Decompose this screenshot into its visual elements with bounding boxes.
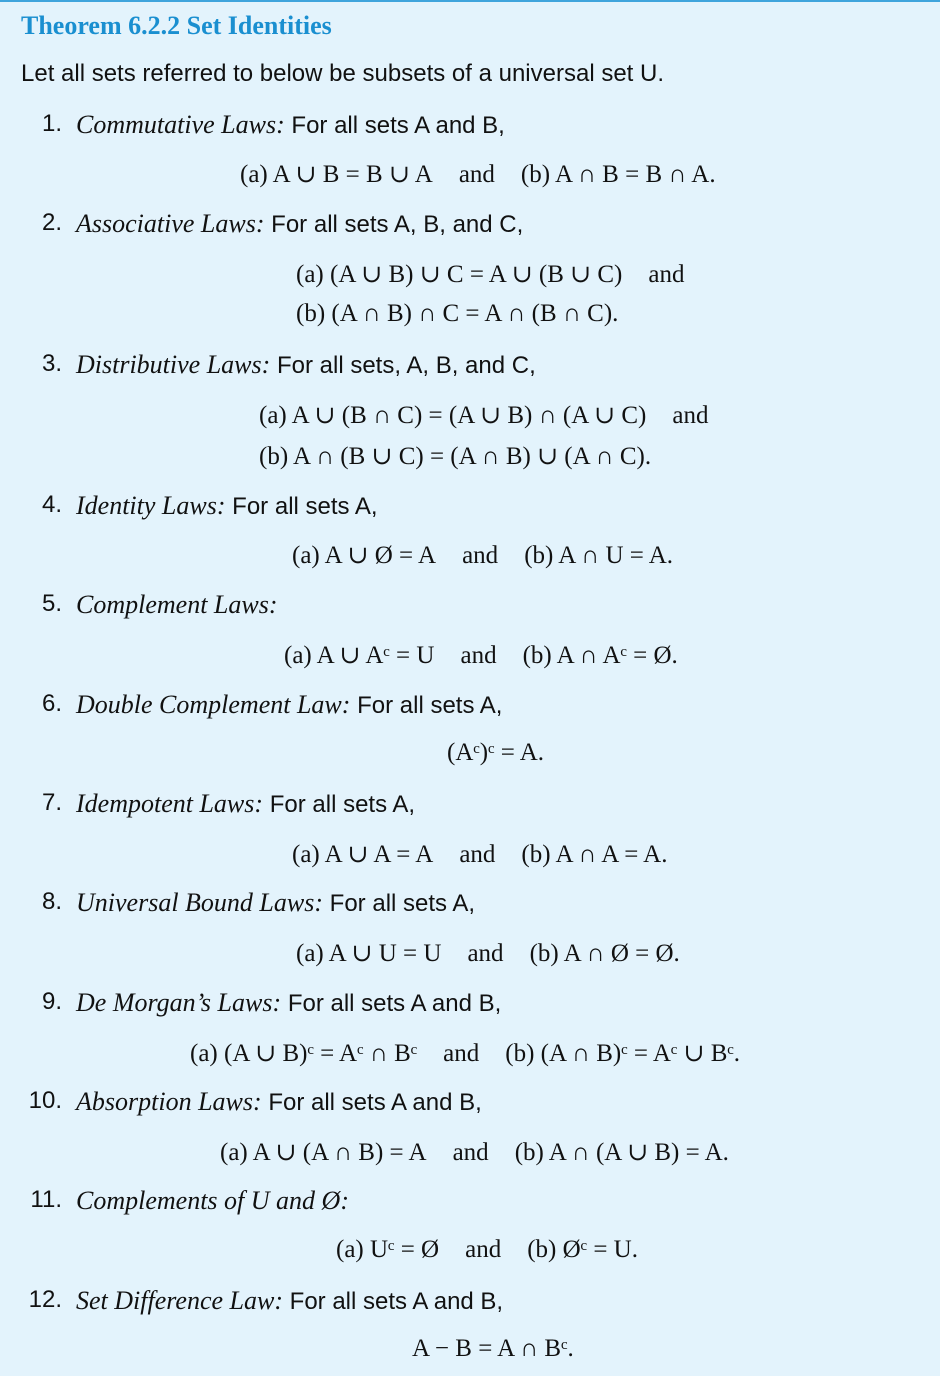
equation-line: (a) A ∪ A = A and (b) A ∩ A = A. bbox=[292, 841, 668, 868]
law-desc: For all sets A, bbox=[232, 493, 378, 520]
equation-line: (a) (A ∪ B) ∪ C = A ∪ (B ∪ C) and bbox=[296, 261, 685, 288]
law-name: Complement Laws: bbox=[76, 590, 278, 619]
law-name: Double Complement Law: bbox=[76, 690, 351, 719]
law-desc: For all sets A, bbox=[269, 791, 416, 818]
law-number: 12. bbox=[28, 1286, 62, 1313]
law-name: Commutative Laws: bbox=[76, 110, 285, 139]
law-number: 5. bbox=[41, 590, 62, 617]
equation-line: (a) (A ∪ B)ᶜ = Aᶜ ∩ Bᶜ and (b) (A ∩ B)ᶜ = Aᶜ ∪ Bᶜ. bbox=[190, 1040, 741, 1067]
law-number: 4. bbox=[41, 491, 62, 518]
law-name: Complements of U and Ø: bbox=[76, 1186, 349, 1215]
equation-line: (a) A ∪ B = B ∪ A and (b) A ∩ B = B ∩ A. bbox=[240, 161, 716, 188]
law-name: Associative Laws: bbox=[76, 209, 265, 238]
law-name: Absorption Laws: bbox=[76, 1087, 262, 1116]
law-desc: For all sets A, B, and C, bbox=[271, 211, 524, 238]
law-3 bbox=[0, 350, 940, 384]
law-number: 8. bbox=[41, 888, 62, 915]
law-desc: For all sets, A, B, and C, bbox=[276, 352, 536, 379]
law-8 bbox=[0, 888, 940, 922]
law-number: 1. bbox=[41, 110, 62, 137]
law-name: Identity Laws: bbox=[76, 491, 226, 520]
law-desc: For all sets A, bbox=[357, 692, 503, 719]
law-desc: For all sets A and B, bbox=[268, 1089, 482, 1116]
equation-line: (a) A ∪ Ø = A and (b) A ∩ U = A. bbox=[292, 542, 674, 569]
equation-line: A − B = A ∩ Bᶜ. bbox=[412, 1335, 574, 1362]
law-5 bbox=[0, 590, 940, 624]
equation-line: (a) A ∪ (B ∩ C) = (A ∪ B) ∩ (A ∪ C) and bbox=[259, 402, 709, 429]
equation-line: (a) A ∪ (A ∩ B) = A and (b) A ∩ (A ∪ B) = A. bbox=[220, 1139, 729, 1166]
law-name: Idempotent Laws: bbox=[76, 789, 264, 818]
law-number: 10. bbox=[28, 1087, 62, 1114]
law-number: 11. bbox=[30, 1186, 62, 1213]
law-12 bbox=[0, 1286, 940, 1320]
equation-line: (a) A ∪ U = U and (b) A ∩ Ø = Ø. bbox=[296, 940, 680, 967]
equation-line: (b) (A ∩ B) ∩ C = A ∩ (B ∩ C). bbox=[296, 300, 619, 327]
law-number: 3. bbox=[41, 350, 62, 377]
equation-line: (Aᶜ)ᶜ = A. bbox=[447, 739, 545, 766]
law-desc: For all sets A and B, bbox=[287, 990, 502, 1017]
law-name: Set Difference Law: bbox=[76, 1286, 283, 1315]
law-6 bbox=[0, 690, 940, 724]
law-number: 6. bbox=[41, 690, 62, 717]
law-name: De Morgan’s Laws: bbox=[76, 988, 282, 1017]
law-name: Universal Bound Laws: bbox=[76, 888, 323, 917]
law-number: 2. bbox=[41, 209, 62, 236]
theorem-title: Theorem 6.2.2 Set Identities bbox=[21, 11, 332, 40]
law-number: 7. bbox=[41, 789, 62, 816]
theorem-intro: Let all sets referred to below be subsets of a universal set U. bbox=[21, 60, 664, 87]
equation-line: (a) Uᶜ = Ø and (b) Øᶜ = U. bbox=[336, 1236, 638, 1263]
law-name: Distributive Laws: bbox=[76, 350, 271, 379]
law-1 bbox=[0, 110, 940, 144]
equation-line: (b) A ∩ (B ∪ C) = (A ∩ B) ∪ (A ∩ C). bbox=[259, 443, 652, 470]
law-desc: For all sets A, bbox=[329, 890, 476, 917]
law-number: 9. bbox=[41, 988, 62, 1015]
law-4 bbox=[0, 491, 940, 525]
law-7 bbox=[0, 789, 940, 823]
law-10 bbox=[0, 1087, 940, 1121]
law-9 bbox=[0, 988, 940, 1022]
law-desc: For all sets A and B, bbox=[289, 1288, 504, 1315]
law-desc: For all sets A and B, bbox=[291, 112, 505, 139]
law-11 bbox=[0, 1186, 940, 1220]
law-2 bbox=[0, 209, 940, 243]
equation-line: (a) A ∪ Aᶜ = U and (b) A ∩ Aᶜ = Ø. bbox=[284, 642, 678, 669]
